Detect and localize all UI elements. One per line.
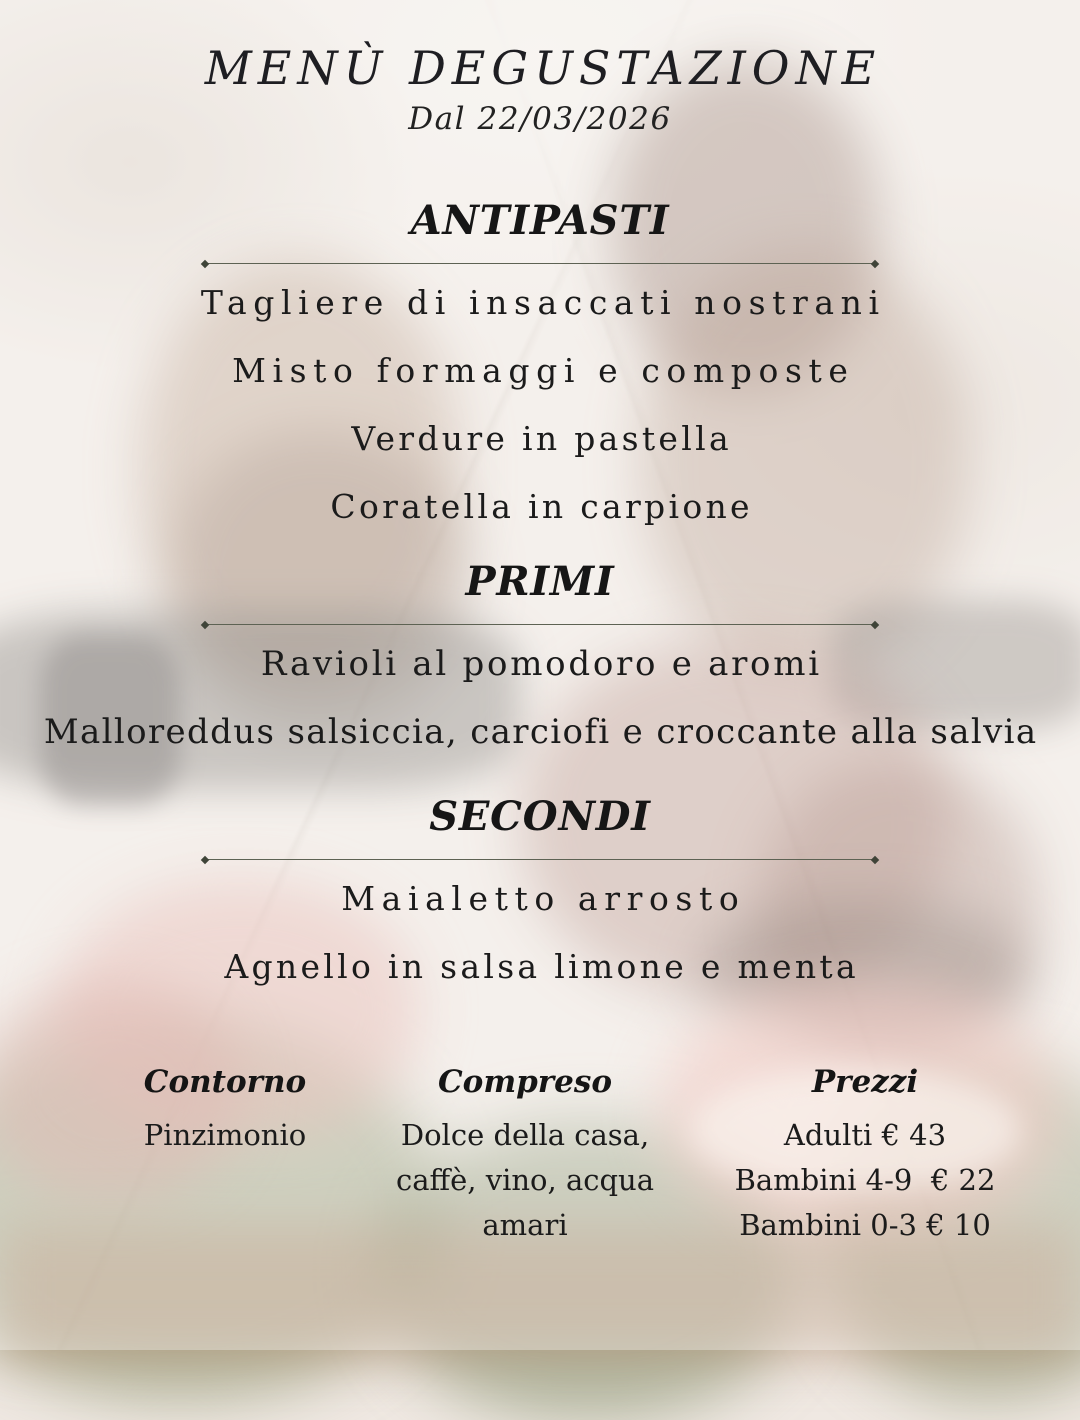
section-divider <box>202 621 878 628</box>
section-heading-antipasti: ANTIPASTI <box>410 197 670 244</box>
footer-heading-prezzi: Prezzi <box>811 1064 919 1100</box>
section-divider <box>202 856 878 863</box>
footer-column-compreso <box>380 1063 670 1248</box>
footer-line: amari <box>482 1208 568 1242</box>
footer-line: Pinzimonio <box>143 1118 307 1152</box>
footer-info <box>0 1063 1080 1313</box>
page-title: MENÙ DEGUSTAZIONE <box>204 41 882 95</box>
footer-price-children-0-3: Bambini 0-3 € 10 <box>739 1208 991 1242</box>
menu-item: Ravioli al pomodoro e aromi <box>260 644 822 684</box>
section-items <box>0 875 1080 991</box>
divider-line <box>208 263 872 265</box>
menu-item: Coratella in carpione <box>330 487 753 526</box>
menu-item: Tagliere di insaccati nostrani <box>200 283 886 322</box>
divider-end-dot <box>201 855 209 863</box>
section-secondi <box>0 792 1080 991</box>
menu-item: Maialetto arrosto <box>341 879 746 918</box>
menu-item: Agnello in salsa limone e menta <box>224 947 859 986</box>
divider-end-dot <box>201 259 209 267</box>
divider-end-dot <box>871 259 879 267</box>
section-heading-secondi: SECONDI <box>429 793 651 840</box>
footer-heading-contorno: Contorno <box>143 1064 307 1100</box>
divider-line <box>208 859 872 861</box>
divider-end-dot <box>201 620 209 628</box>
footer-price-adults: Adulti € 43 <box>783 1118 947 1152</box>
footer-column-contorno <box>80 1063 370 1158</box>
section-items <box>0 279 1080 531</box>
section-heading-primi: PRIMI <box>465 558 615 605</box>
section-antipasti <box>0 196 1080 531</box>
divider-line <box>208 624 872 626</box>
menu-item: Misto formaggi e composte <box>232 351 855 390</box>
footer-column-prezzi <box>690 1063 1040 1248</box>
divider-end-dot <box>871 855 879 863</box>
section-items <box>0 640 1080 756</box>
footer-line: Dolce della casa, <box>400 1118 650 1152</box>
section-divider <box>202 260 878 267</box>
footer-price-children-4-9: Bambini 4-9 € 22 <box>734 1163 996 1197</box>
menu-item: Verdure in pastella <box>351 419 732 458</box>
divider-end-dot <box>871 620 879 628</box>
footer-heading-compreso: Compreso <box>437 1064 612 1100</box>
menu-item: Malloreddus salsiccia, carciofi e croccante alla salvia <box>43 712 1038 752</box>
page-subtitle-date: Dal 22/03/2026 <box>408 101 672 137</box>
section-primi <box>0 557 1080 756</box>
footer-line: caffè, vino, acqua <box>395 1163 655 1197</box>
